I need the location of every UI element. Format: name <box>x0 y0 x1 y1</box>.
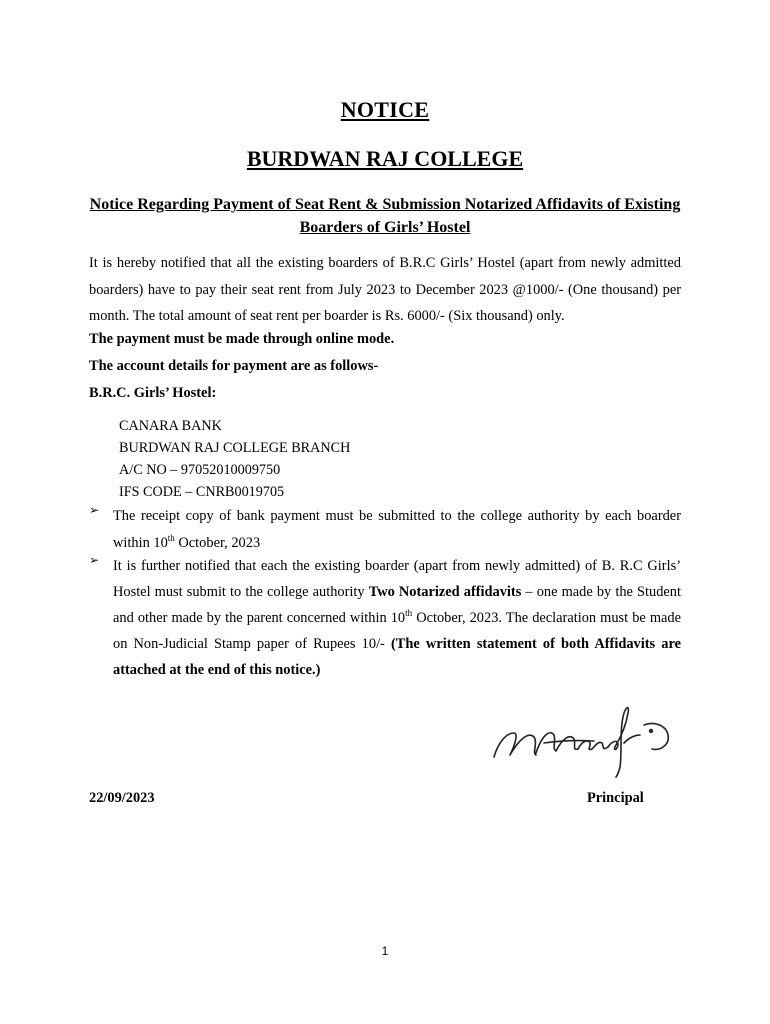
bank-name: CANARA BANK <box>119 418 222 434</box>
intro-paragraph: It is hereby notified that all the existing boarders of B.R.C Girls’ Hostel (apart from newly admitted boarders) have to pay their seat rent from July 2023 to December 2023 @1000/- (One thousand) per month. The total amount of seat rent per boarder is Rs. 6000/- (Six thousand) only. <box>89 255 681 324</box>
bank-details <box>119 415 350 503</box>
ifsc-code: IFS CODE – CNRB0019705 <box>119 484 285 500</box>
bullet-affidavits <box>89 553 681 683</box>
bullet-receipt-date: October, 2023 <box>174 534 261 551</box>
superscript: th <box>167 532 175 543</box>
bullet-affidavit-bold-a: Two Notarized affidavits <box>368 584 522 600</box>
bullet-affidavit-text-a: It is further notified that each the existing boarder (apart from newly admitted) of B. R.C Girls’ Hostel must submit to the college authority <box>113 558 681 600</box>
principal-signature <box>484 695 684 780</box>
bank-branch: BURDWAN RAJ COLLEGE BRANCH <box>119 440 351 456</box>
page-number: 1 <box>381 944 389 958</box>
bullet-receipt-text: The receipt copy of bank payment must be submitted to the college authority by each boarder within 10 <box>113 508 681 551</box>
superscript: th <box>405 608 413 619</box>
bullet-affidavit-text-c: October, 2023. The declaration must be made on Non-Judicial Stamp paper of Rupees 10/- <box>113 610 681 652</box>
account-number: A/C NO – 97052010009750 <box>119 462 281 478</box>
notice-heading: NOTICE <box>340 97 430 122</box>
online-mode-note: The payment must be made through online mode. <box>89 331 395 347</box>
notice-subject: Notice Regarding Payment of Seat Rent & Submission Notarized Affidavits of Existing Boarders of Girls’ Hostel <box>89 196 681 236</box>
arrow-bullet-icon: ➢ <box>89 553 100 567</box>
bullet-receipt <box>89 503 681 556</box>
account-intro: The account details for payment are as follows- <box>89 358 379 374</box>
signatory-title: Principal <box>587 790 644 806</box>
hostel-label: B.R.C. Girls’ Hostel: <box>89 385 217 401</box>
arrow-bullet-icon: ➢ <box>89 503 100 517</box>
bullet-affidavit-text-b: – one made by the Student and other made by the parent concerned within 10 <box>113 584 681 626</box>
bullet-affidavit-bold-b: (The written statement of both Affidavits are attached at the end of this notice.) <box>113 636 681 678</box>
college-name: BURDWAN RAJ COLLEGE <box>246 146 524 171</box>
notice-date: 22/09/2023 <box>89 790 155 806</box>
